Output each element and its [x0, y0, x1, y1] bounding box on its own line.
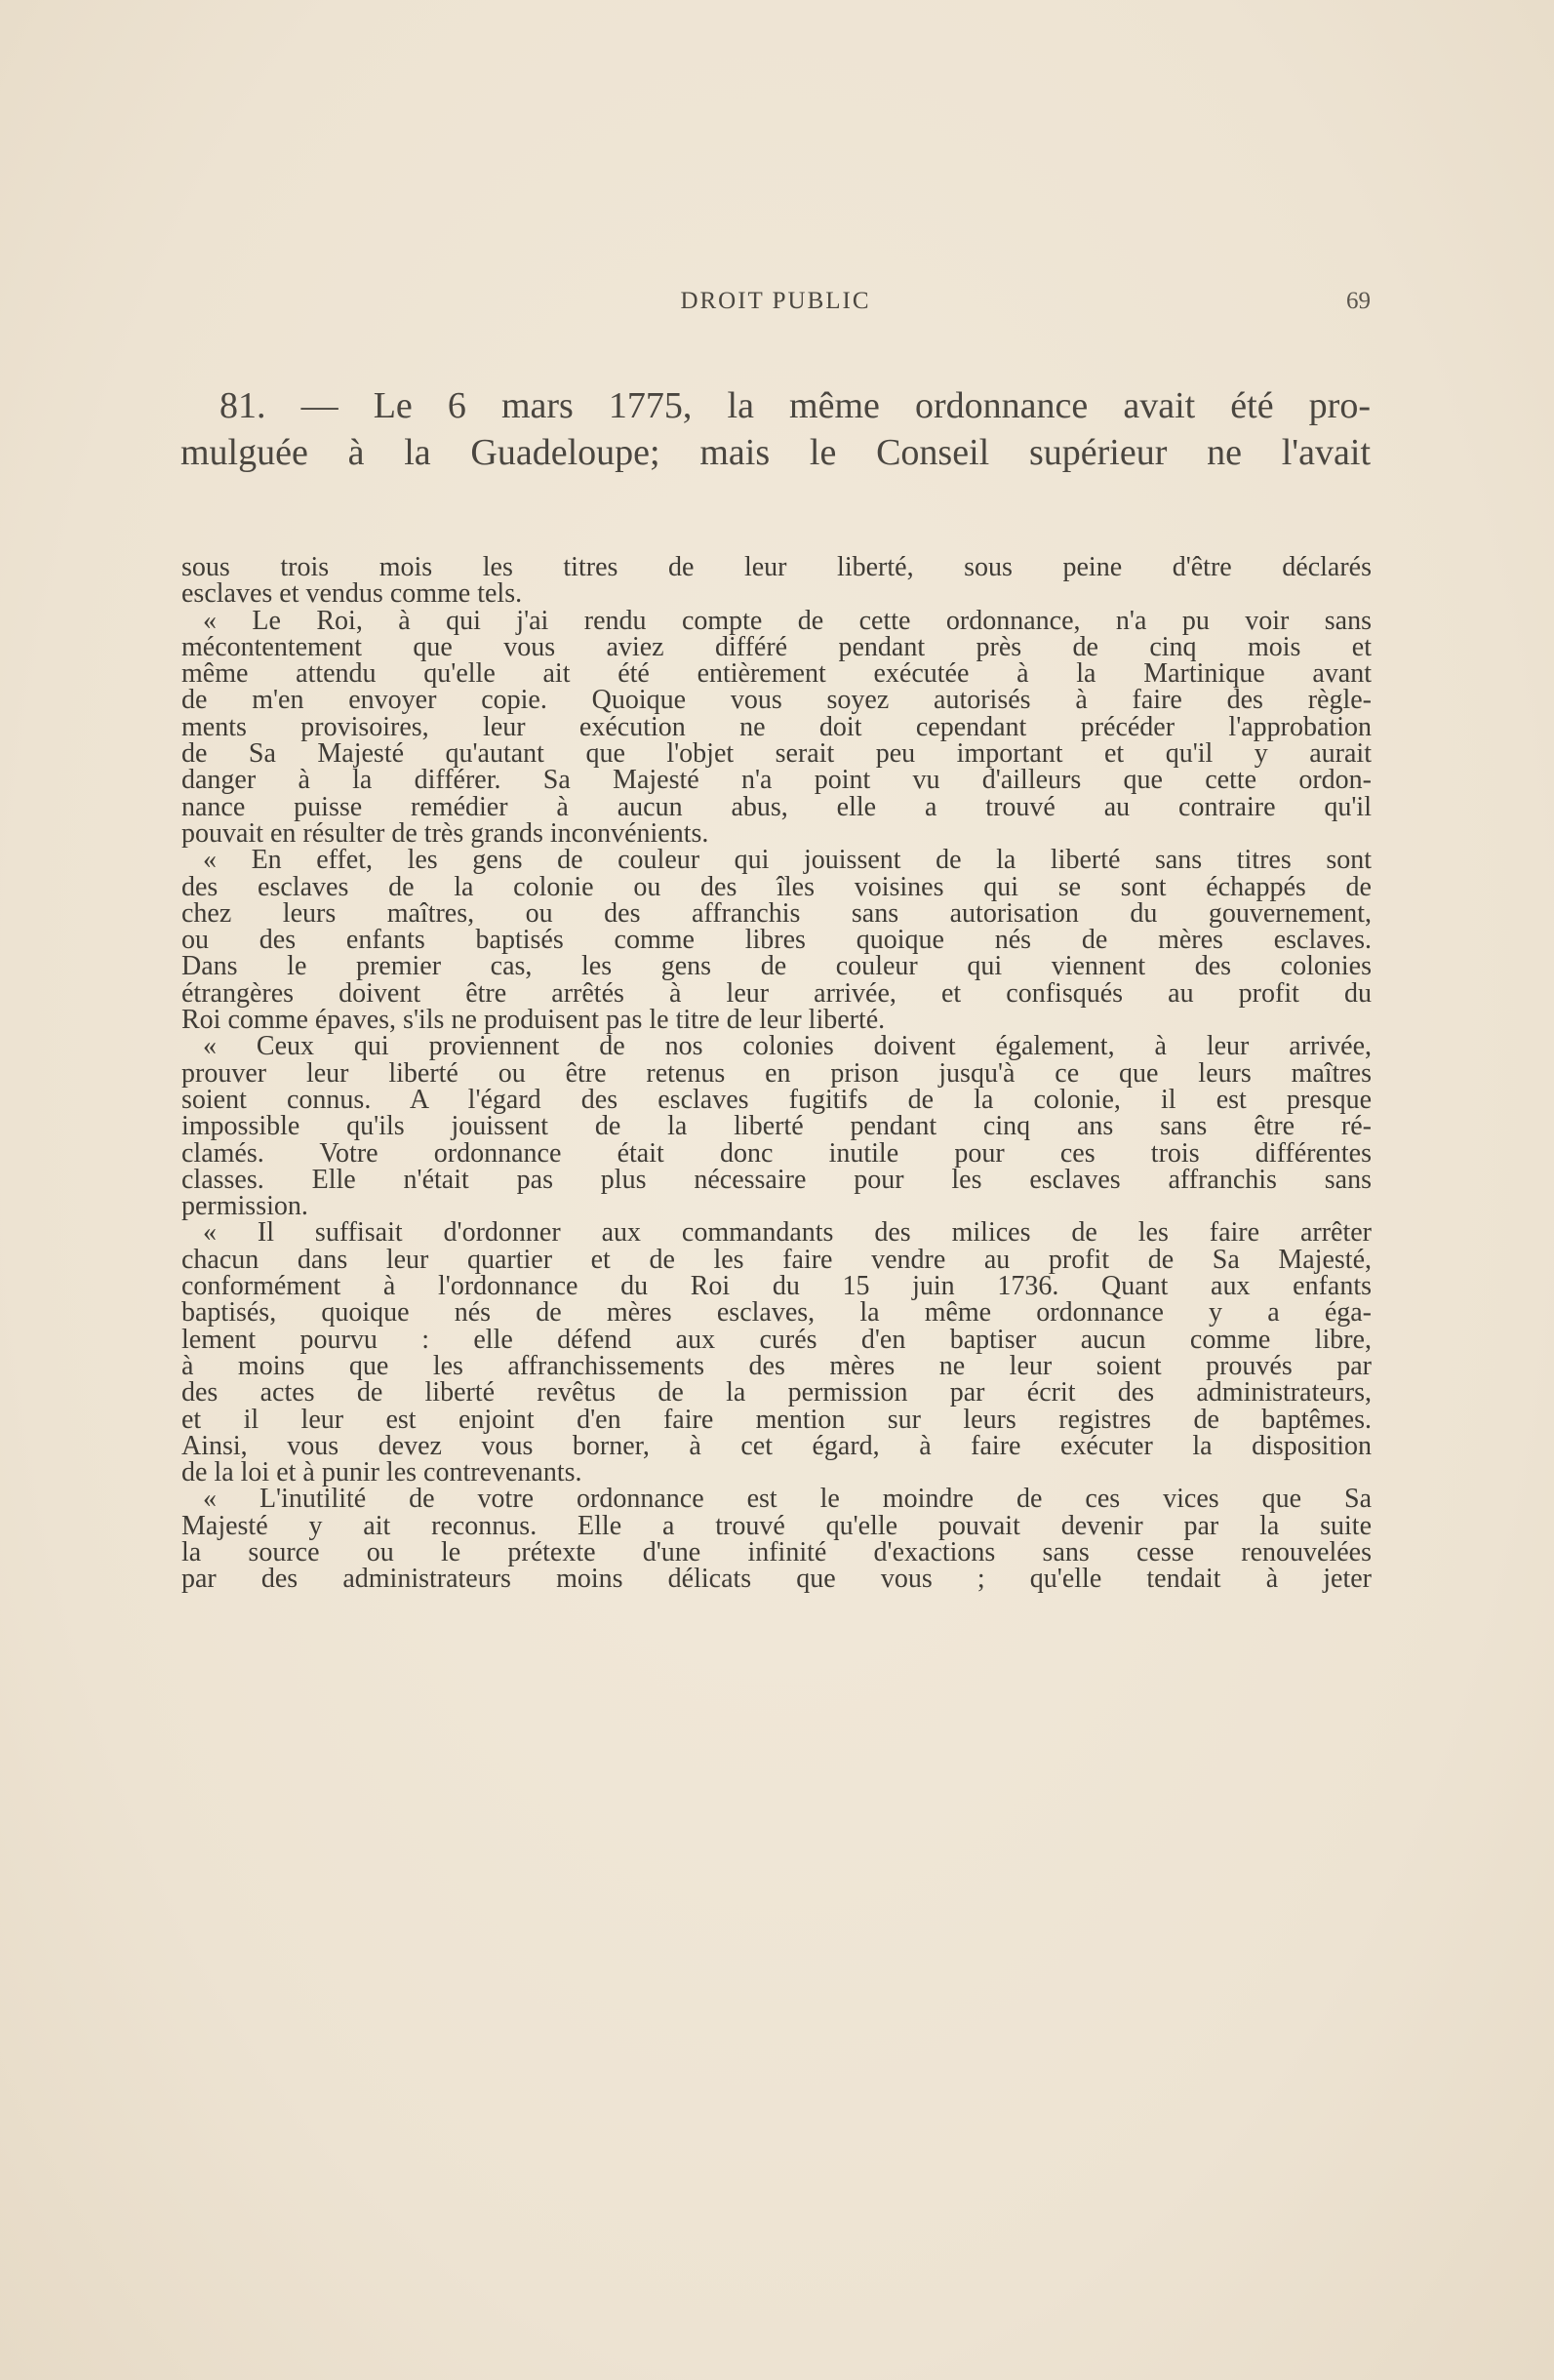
text-line: de Sa Majesté qu'autant que l'objet serait peu important et qu'il y aurait	[181, 738, 1372, 770]
text-line: « En effet, les gens de couleur qui jouissent de la liberté sans titres sont	[203, 845, 1372, 876]
text-line: Dans le premier cas, les gens de couleur qui viennent des colonies	[181, 951, 1372, 982]
text-line: et il leur est enjoint d'en faire mention sur leurs registres de baptêmes.	[181, 1404, 1372, 1435]
text-line: Majesté y ait reconnus. Elle a trouvé qu'elle pouvait devenir par la suite	[181, 1510, 1372, 1541]
page-number: 69	[1346, 288, 1371, 314]
text-line: soient connus. A l'égard des esclaves fugitifs de la colonie, il est presque	[181, 1084, 1372, 1115]
text-line: de la loi et à punir les contrevenants.	[181, 1457, 582, 1488]
text-line: chez leurs maîtres, ou des affranchis sans autorisation du gouvernement,	[181, 897, 1372, 929]
text-line: étrangères doivent être arrêtés à leur arrivée, et confisqués au profit du	[181, 977, 1372, 1009]
text-line: des esclaves de la colonie ou des îles voisines qui se sont échappés de	[181, 871, 1372, 902]
text-line: sous trois mois les titres de leur liberté, sous peine d'être déclarés	[181, 552, 1372, 582]
intro-line: mulguée à la Guadeloupe; mais le Conseil supérieur ne l'avait	[180, 432, 1371, 473]
text-line: conformément à l'ordonnance du Roi du 15 juin 1736. Quant aux enfants	[181, 1271, 1372, 1302]
text-line: danger à la différer. Sa Majesté n'a point vu d'ailleurs que cette ordon-	[181, 765, 1372, 796]
text-line: de m'en envoyer copie. Quoique vous soyez autorisés à faire des règle-	[181, 685, 1372, 716]
text-line: des actes de liberté revêtus de la permission par écrit des administrateurs,	[181, 1377, 1372, 1408]
section-81-intro	[180, 382, 1371, 476]
text-line: esclaves et vendus comme tels.	[181, 578, 523, 610]
text-line: baptisés, quoique nés de mères esclaves, la même ordonnance y a éga-	[181, 1297, 1372, 1329]
text-line: « Ceux qui proviennent de nos colonies doivent également, à leur arrivée,	[203, 1031, 1372, 1062]
text-line: même attendu qu'elle ait été entièrement exécutée à la Martinique avant	[181, 658, 1372, 690]
text-line: ments provisoires, leur exécution ne doit cependant précéder l'approbation	[181, 711, 1372, 742]
text-line: mécontentement que vous aviez différé pendant près de cinq mois et	[181, 631, 1372, 662]
text-line: clamés. Votre ordonnance était donc inutile pour ces trois différentes	[181, 1137, 1372, 1169]
text-line: par des administrateurs moins délicats que vous ; qu'elle tendait à jeter	[181, 1564, 1372, 1595]
running-head	[180, 288, 1371, 327]
running-title: DROIT PUBLIC	[680, 288, 871, 314]
text-line: impossible qu'ils jouissent de la liberté pendant cinq ans sans être ré-	[181, 1111, 1372, 1142]
footnote-quotation	[181, 554, 1372, 1593]
text-line: à moins que les affranchissements des mères ne leur soient prouvés par	[181, 1350, 1372, 1381]
intro-line: 81. — Le 6 mars 1775, la même ordonnance avait été pro-	[219, 385, 1371, 426]
text-line: la source ou le prétexte d'une infinité d'exactions sans cesse renouvelées	[181, 1536, 1372, 1567]
text-line: Roi comme épaves, s'ils ne produisent pas le titre de leur liberté.	[181, 1005, 886, 1036]
text-line: Ainsi, vous devez vous borner, à cet égard, à faire exécuter la disposition	[181, 1430, 1372, 1461]
text-line: chacun dans leur quartier et de les faire vendre au profit de Sa Majesté,	[181, 1244, 1372, 1275]
text-line: « L'inutilité de votre ordonnance est le moindre de ces vices que Sa	[203, 1484, 1372, 1515]
text-line: permission.	[181, 1191, 308, 1222]
text-line: ou des enfants baptisés comme libres quoique nés de mères esclaves.	[181, 925, 1372, 956]
text-line: nance puisse remédier à aucun abus, elle a trouvé au contraire qu'il	[181, 791, 1372, 822]
text-line: classes. Elle n'était pas plus nécessaire pour les esclaves affranchis sans	[181, 1164, 1372, 1195]
text-line: pouvait en résulter de très grands inconvénients.	[181, 817, 709, 849]
text-line: « Il suffisait d'ordonner aux commandants des milices de les faire arrêter	[203, 1217, 1372, 1249]
text-line: prouver leur liberté ou être retenus en prison jusqu'à ce que leurs maîtres	[181, 1057, 1372, 1089]
text-line: lement pourvu : elle défend aux curés d'en baptiser aucun comme libre,	[181, 1324, 1372, 1355]
text-line: « Le Roi, à qui j'ai rendu compte de cette ordonnance, n'a pu voir sans	[203, 605, 1372, 636]
